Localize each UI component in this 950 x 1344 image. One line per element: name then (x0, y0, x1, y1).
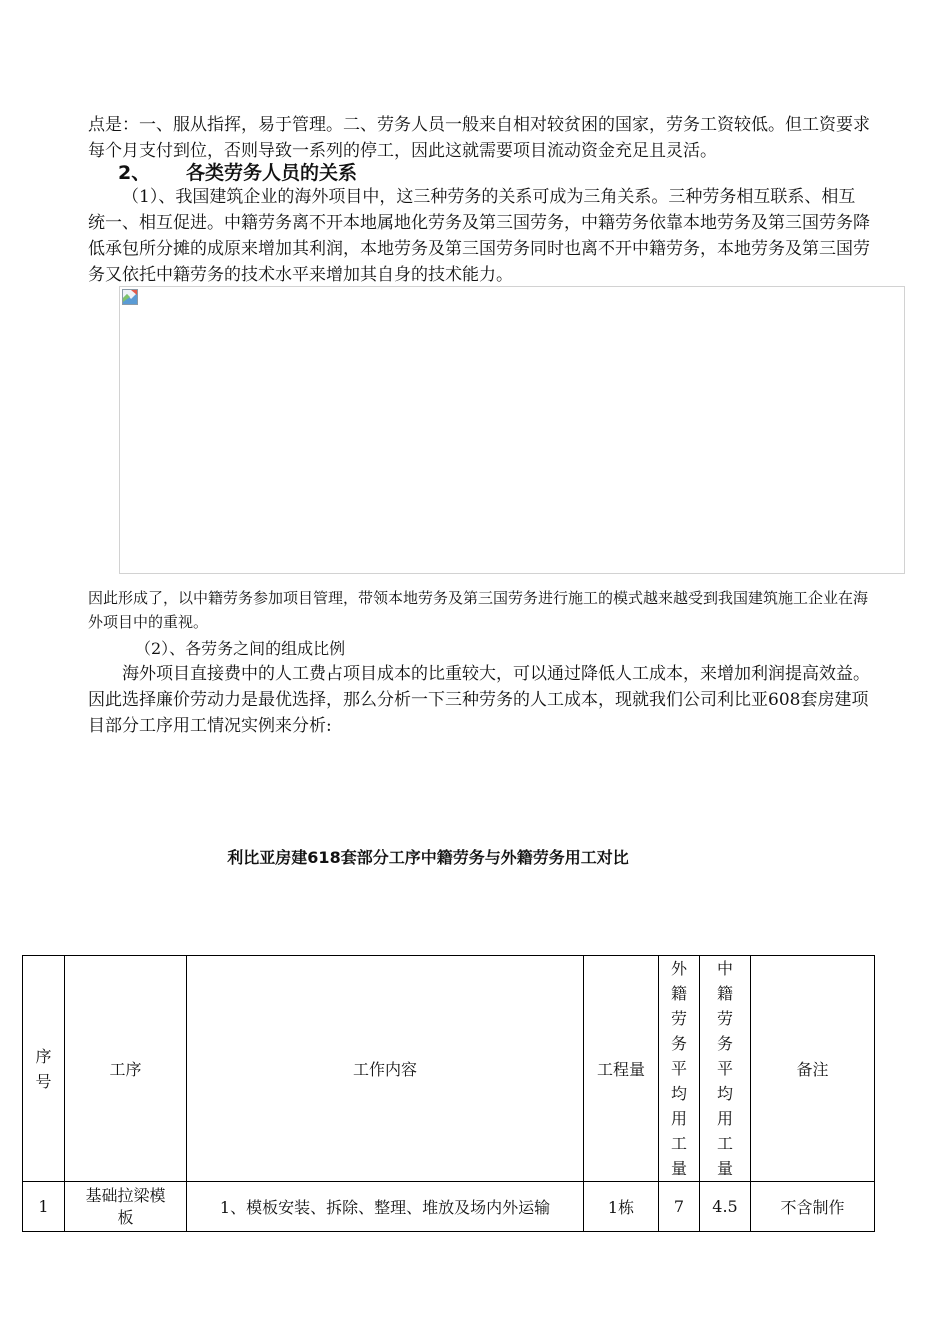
header-seq: 序号 (23, 956, 65, 1182)
cell-quantity: 1栋 (584, 1182, 659, 1232)
section-number: 2、 (118, 162, 151, 184)
cell-remark: 不含制作 (751, 1182, 875, 1232)
header-quantity: 工程量 (584, 956, 659, 1182)
table-title: 利比亚房建618套部分工序中籍劳务与外籍劳务用工对比 (227, 848, 629, 867)
image-placeholder (119, 286, 905, 574)
section-heading (118, 160, 357, 186)
header-content: 工作内容 (187, 956, 584, 1182)
paragraph-model-summary: 因此形成了，以中籍劳务参加项目管理，带领本地劳务及第三国劳务进行施工的模式越来越受到我国建筑施工企业在海外项目中的重视。 (88, 589, 869, 631)
cell-content: 1、模板安装、拆除、整理、堆放及场内外运输 (187, 1182, 584, 1232)
header-foreign-labor: 外籍劳务平均用工量 (659, 956, 700, 1182)
cell-chinese-labor: 4.5 (700, 1182, 751, 1232)
broken-image-icon (122, 289, 138, 305)
cell-seq: 1 (23, 1182, 65, 1232)
labor-comparison-table (22, 955, 875, 1232)
header-remark: 备注 (751, 956, 875, 1182)
paragraph-labor-traits: 点是：一、服从指挥，易于管理。二、劳务人员一般来自相对较贫困的国家，劳务工资较低。但工资要求每个月支付到位，否则导致一系列的停工，因此这就需要项目流动资金充足且灵活。 (88, 115, 870, 161)
paragraph-relationship: （1）、我国建筑企业的海外项目中，这三种劳务的关系可成为三角关系。三种劳务相互联系、相互统一、相互促进。中籍劳务离不开本地属地化劳务及第三国劳务，中籍劳务依靠本地劳务及第三国劳务降低承包所分摊的成原来增加其利润，本地劳务及第三国劳务同时也离不开中籍劳务，本地劳务及第三国劳务又依托中籍劳务的技术水平来增加其自身的技术能力。 (88, 187, 870, 285)
header-chinese-labor: 中籍劳务平均用工量 (700, 956, 751, 1182)
section-title: 各类劳务人员的关系 (186, 162, 358, 184)
cell-process: 基础拉梁模板 (65, 1182, 187, 1232)
header-process: 工序 (65, 956, 187, 1182)
paragraph-cost-analysis: 海外项目直接费中的人工费占项目成本的比重较大，可以通过降低人工成本，来增加利润提高效益。因此选择廉价劳动力是最优选择，那么分析一下三种劳务的人工成本，现就我们公司利比亚608套房建项目部分工序用工情况实例来分析: (88, 664, 870, 736)
subsection-heading: （2）、各劳务之间的组成比例 (135, 639, 346, 658)
table-header-row (23, 956, 875, 1182)
table-row (23, 1182, 875, 1232)
cell-foreign-labor: 7 (659, 1182, 700, 1232)
